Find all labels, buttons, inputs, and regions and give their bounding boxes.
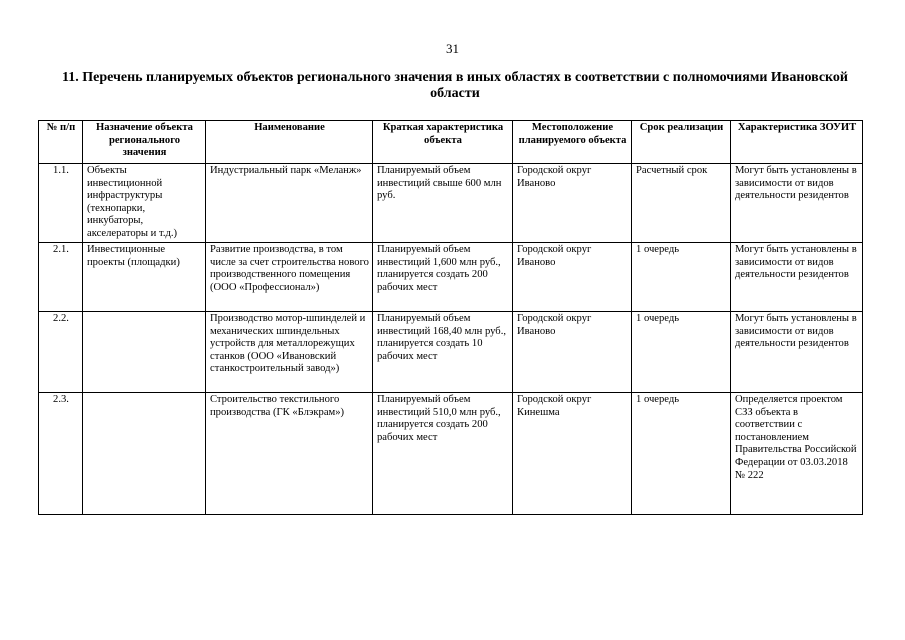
table-row	[39, 312, 863, 393]
table-row	[39, 393, 863, 515]
cell-term: 1 очередь	[632, 243, 731, 312]
cell-num: 2.2.	[39, 312, 83, 393]
cell-location: Городской округ Иваново	[513, 312, 632, 393]
cell-zouit: Определяется проектом СЗЗ объекта в соответствии с постановлением Правительства Российской Федерации от 03.03.2018 № 222	[731, 393, 863, 515]
cell-term: Расчетный срок	[632, 164, 731, 243]
cell-purpose: Объекты инвестиционной инфраструктуры (технопарки, инкубаторы, акселераторы и т.д.)	[83, 164, 206, 243]
header-zouit: Характеристика ЗОУИТ	[731, 121, 863, 164]
table-row	[39, 164, 863, 243]
cell-name: Строительство текстильного производства (ГК «Блэкрам»)	[206, 393, 373, 515]
cell-description: Планируемый объем инвестиций 1,600 млн руб., планируется создать 200 рабочих мест	[373, 243, 513, 312]
header-purpose: Назначение объекта регионального значения	[83, 121, 206, 164]
cell-num: 1.1.	[39, 164, 83, 243]
cell-num: 2.3.	[39, 393, 83, 515]
page-number: 31	[446, 41, 459, 56]
cell-num: 2.1.	[39, 243, 83, 312]
header-description: Краткая характеристика объекта	[373, 121, 513, 164]
cell-description: Планируемый объем инвестиций 168,40 млн руб., планируется создать 10 рабочих мест	[373, 312, 513, 393]
header-term: Срок реализации	[632, 121, 731, 164]
cell-description: Планируемый объем инвестиций свыше 600 млн руб.	[373, 164, 513, 243]
objects-table	[38, 120, 863, 515]
cell-name: Развитие производства, в том числе за счет строительства нового производственного помещения (ООО «Профессионал»)	[206, 243, 373, 312]
header-location: Местоположение планируемого объекта	[513, 121, 632, 164]
cell-location: Городской округ Иваново	[513, 243, 632, 312]
cell-purpose	[83, 393, 206, 515]
cell-purpose	[83, 312, 206, 393]
cell-purpose: Инвестиционные проекты (площадки)	[83, 243, 206, 312]
table-header-row	[39, 121, 863, 164]
cell-term: 1 очередь	[632, 312, 731, 393]
cell-zouit: Могут быть установлены в зависимости от видов деятельности резидентов	[731, 164, 863, 243]
table-row	[39, 243, 863, 312]
cell-location: Городской округ Иваново	[513, 164, 632, 243]
header-name: Наименование	[206, 121, 373, 164]
cell-term: 1 очередь	[632, 393, 731, 515]
cell-name: Индустриальный парк «Меланж»	[206, 164, 373, 243]
header-num: № п/п	[39, 121, 83, 164]
cell-name: Производство мотор-шпинделей и механических шпиндельных устройств для металлорежущих станков (ООО «Ивановский станкостроительный завод»)	[206, 312, 373, 393]
cell-description: Планируемый объем инвестиций 510,0 млн руб., планируется создать 200 рабочих мест	[373, 393, 513, 515]
cell-location: Городской округ Кинешма	[513, 393, 632, 515]
page-title: 11. Перечень планируемых объектов регионального значения в иных областях в соответствии с полномочиями Ивановской области	[62, 70, 848, 101]
cell-zouit: Могут быть установлены в зависимости от видов деятельности резидентов	[731, 312, 863, 393]
cell-zouit: Могут быть установлены в зависимости от видов деятельности резидентов	[731, 243, 863, 312]
